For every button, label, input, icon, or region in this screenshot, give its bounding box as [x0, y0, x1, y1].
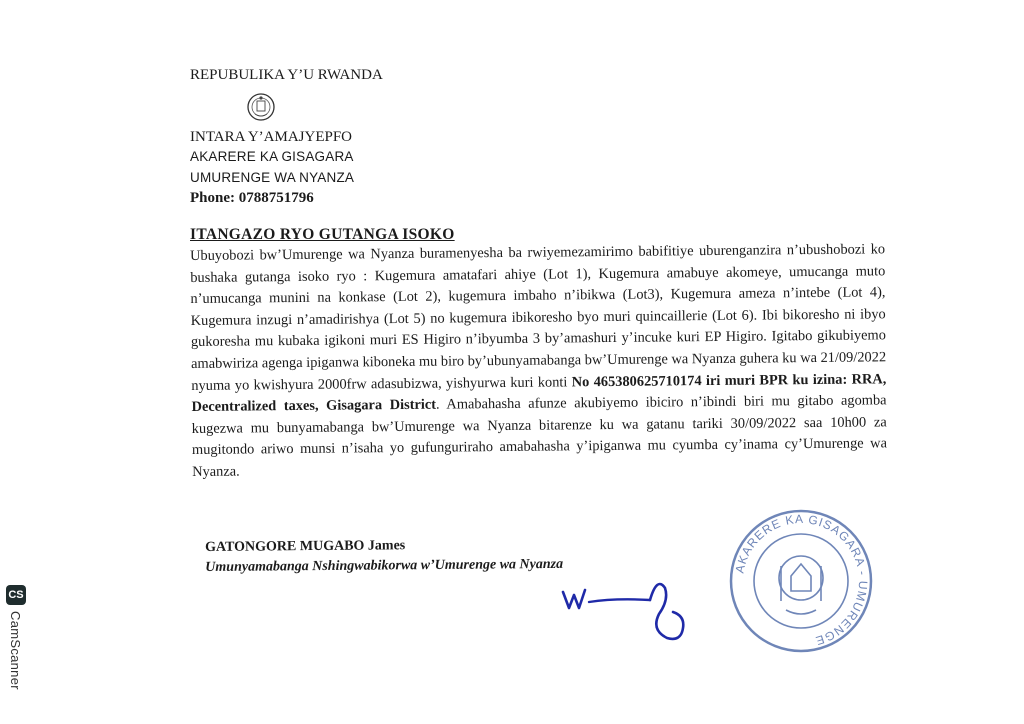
camscanner-logo-icon: CS — [6, 585, 26, 605]
notice-title: ITANGAZO RYO GUTANGA ISOKO — [190, 226, 455, 243]
camscanner-text: CamScanner — [8, 611, 23, 690]
signatory-role: Umunyamabanga Nshingwabikorwa w’Umurenge wa Nyanza — [205, 556, 564, 575]
camscanner-watermark — [6, 585, 28, 690]
body-text-part2: . Amabahasha afunze akubiyemo ibiciro n’ibindi biri mu gitabo agomba kugezwa mu bunyamabanga bw’Umurenge wa Nyanza bitarenze ku wa gatanu tariki 30/09/2022 saa 10h00 za mugitondo ariwo munsi n’isaha yo gufungurirahо amabahasha y’ipiganwa mu cyumba cy’inama cy’Umurenge wa Nyanza. — [191, 392, 888, 480]
header-phone — [190, 189, 314, 207]
phone-number: 0788751796 — [238, 190, 314, 206]
header-district: AKARERE KA GISAGARA — [190, 149, 354, 164]
rwanda-emblem-icon — [246, 92, 276, 122]
bank-account-details: No 465380625710174 iri muri BPR ku izina: RRA, Decentralized taxes, Gisagara District — [191, 370, 887, 416]
phone-label: Phone: — [190, 190, 235, 206]
body-text-part1: Ubuyobozi bw’Umurenge wa Nyanza buramenyesha ba rwiyemezamirimo babifitiye uburenganzira n’ubushobozi ko bushaka gutanga isoko ryo : Kugemura amatafari ahiye (Lot 1), Kugemura amabuye akomeye, umucanga muto n’umucanga munini na konkase (Lot 2), kugemura imbaho n’ibikwa (Lot3), Kugemura ameza n’intebe (Lot 4), Kugemura inzugi n’amadirishya (Lot 5) no kugemura ibikoresho byo muri quincaillerie (Lot 6). Ibi bikoresho ni ibyo gukoresha mu kubaka igikoni muri ES Higiro n’ibyumba 3 by’amashuri y’incuke kuri EP Higiro. Igitabo gikubiyemo amabwiriza agenga ipiganwa kiboneka mu biro by’ubunyamabanga bw’Umurenge wa Nyanza guhera ku wa 21/09/2022 nyuma yo kwishyura 2000frw adasubizwa, yishyurwa kuri konti — [190, 241, 887, 394]
signatory-block — [205, 535, 563, 578]
header-sector: UMURENGE WA NYANZA — [190, 170, 355, 185]
handwritten-signature — [555, 578, 705, 648]
official-stamp — [726, 506, 876, 656]
header-republic: REPUBULIKA Y’U RWANDA — [190, 67, 383, 83]
stamp-ring-text: AKARERE KA GISAGARA - UMURENGE — [732, 511, 871, 649]
header-province: INTARA Y’AMAJYEPFO — [190, 129, 353, 145]
signatory-name: GATONGORE MUGABO James — [205, 538, 406, 555]
notice-body — [190, 239, 887, 483]
